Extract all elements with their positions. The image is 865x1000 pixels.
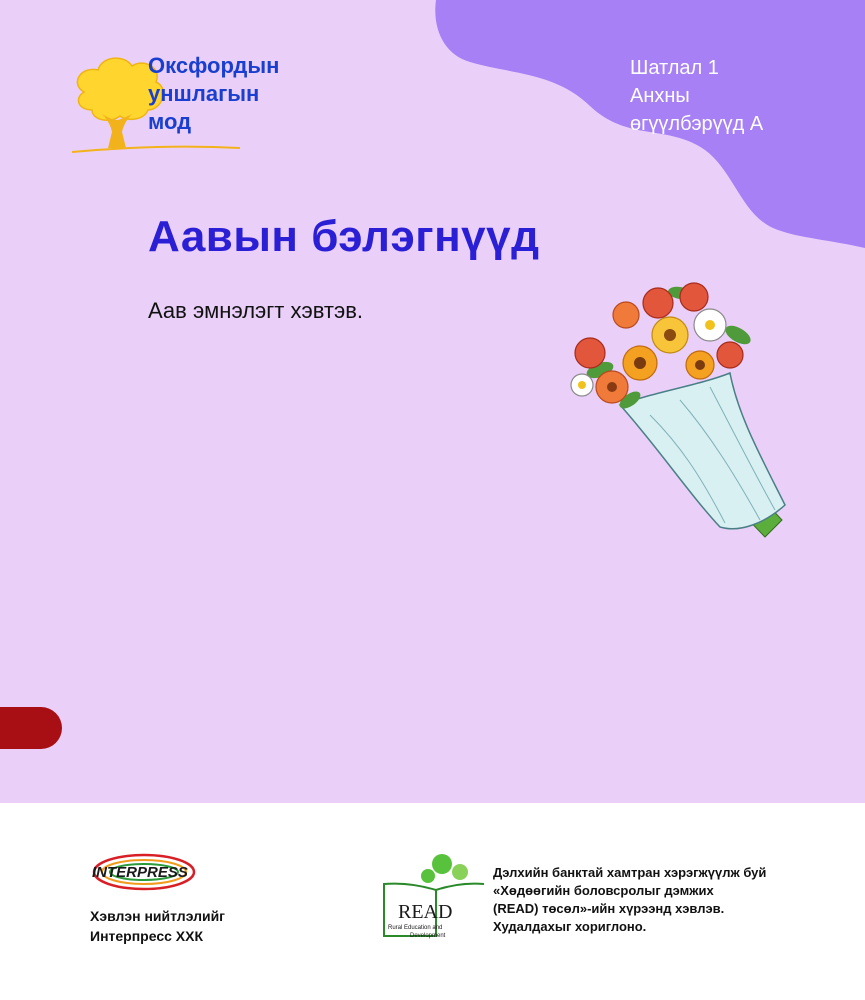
interpress-logo-text: INTERPRESS [92,864,188,881]
interpress-logo-icon [88,852,218,892]
level-line-1: Шатлал 1 [630,57,719,79]
sponsor-line-1: Дэлхийн банктай хамтран хэрэгжүүлж буй [493,865,767,880]
reading-level [630,54,763,138]
sponsor-line-2: «Хөдөөгийн боловсролыг дэмжих [493,883,714,898]
read-logo-subtext-2: Development [410,933,446,939]
flower-bouquet-icon [560,275,790,545]
read-logo-text: READ [398,901,453,923]
read-logo-subtext-1: Rural Education and [388,925,443,931]
series-name-line-2: уншлагын [148,81,260,106]
read-logo-icon [380,852,490,942]
level-line-3: өгүүлбэрүүд А [630,113,764,135]
sponsor-line-4: Худалдахыг хориглоно. [493,919,647,934]
book-sentence: Аав эмнэлэгт хэвтэв. [148,298,364,323]
publisher-line-2: Интерпресс ХХК [90,928,204,944]
book-title: Аавын бэлэгнүүд [148,212,540,261]
publisher-line-1: Хэвлэн нийтлэлийг [90,908,226,924]
series-name-line-3: мод [148,109,192,134]
series-name-line-1: Оксфордын [148,53,280,78]
series-name [148,52,279,136]
level-line-2: Анхны [630,85,690,107]
publisher-credit [90,906,225,946]
sponsor-notice [493,864,766,936]
page-tab [0,707,62,749]
sponsor-line-3: (READ) төсөл»-ийн хүрээнд хэвлэв. [493,901,725,916]
